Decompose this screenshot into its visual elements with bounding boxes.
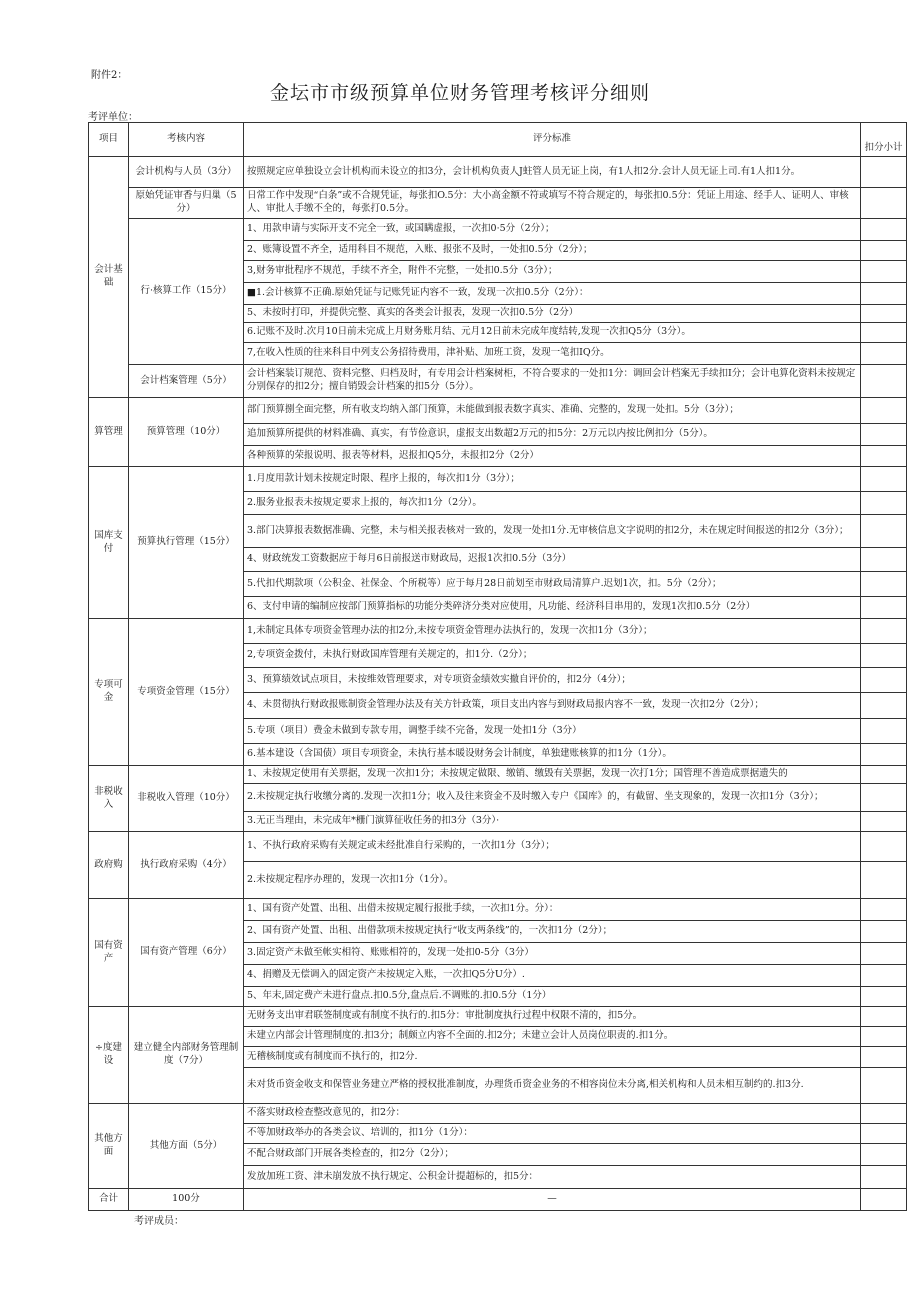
page-title: 金坛市市级预算单位财务管理考核评分细则 [269, 82, 650, 104]
score-input-cell[interactable] [861, 446, 907, 467]
score-input-cell[interactable] [861, 305, 907, 323]
score-input-cell[interactable] [861, 572, 907, 597]
table-row [89, 157, 907, 188]
criteria-cell: ■1.会计核算不正确.原始凭证与记账凭证内容不一致，发现一次扣0.5分（2分）： [244, 283, 861, 305]
score-input-cell[interactable] [861, 1047, 907, 1068]
score-input-cell[interactable] [861, 1124, 907, 1144]
criteria-cell: 无稽核制度或有制度而不执行的，扣2分. [244, 1047, 861, 1068]
item-cell: 预算管理（10分） [129, 398, 244, 467]
criteria-cell: 6.基本建设（含国债）项目专项资金，未执行基本暖设财务会计制度，单独建账核算的扣1分（1分）。 [244, 744, 861, 766]
item-cell: 会计档案管理（5分） [129, 365, 244, 398]
item-cell: 原始凭证审香与归巢（5分） [129, 188, 244, 219]
criteria-cell: 追加预算所提供的材料准确、真实，有节俭意识，虚报支出数超2万元的扣5分：2万元以内按比例扣分（5分）。 [244, 424, 861, 446]
header-row [89, 123, 907, 157]
total-points: 100分 [129, 1189, 244, 1211]
score-input-cell[interactable] [861, 241, 907, 261]
total-label: 合计 [89, 1189, 129, 1211]
total-row [89, 1189, 907, 1211]
table-row [89, 219, 907, 241]
criteria-cell: 1.月度用款计划未按规定时限、程序上报的，每次扣1分（3分）； [244, 467, 861, 492]
score-input-cell[interactable] [861, 766, 907, 784]
total-dash: — [244, 1189, 861, 1211]
total-score-cell[interactable] [861, 1189, 907, 1211]
score-input-cell[interactable] [861, 1068, 907, 1104]
scoring-table [88, 122, 907, 1211]
item-cell: 行·核算工作（15分） [129, 219, 244, 365]
evaluation-unit-label: 考评单位： [88, 112, 138, 123]
score-input-cell[interactable] [861, 744, 907, 766]
criteria-cell: 6.记账不及时.次月10日前未完成上月财务账月结、元月12日前未完成年度结转,发现一次扣Q5分（3分）。 [244, 323, 861, 343]
criteria-cell: 2,专项资金拨付，未执行财政国库管理有关规定的，扣1分.（2分）； [244, 644, 861, 668]
category-cell: 专项可金 [89, 619, 129, 766]
header-standard: 评分标准 [244, 123, 861, 157]
criteria-cell: 6、支付申请的编制应按部门预算指标的功能分类碎济分类对应使用，凡功能、经济科目串用的，发现1次扣0.5分（2分） [244, 597, 861, 619]
criteria-cell: 2、国有资产处置、出租、出借款项未按规定执行“收支两条线”的，一次扣1分（2分）； [244, 921, 861, 943]
criteria-cell: 2.未按规定程序办理的，发现一次扣1分（1分）。 [244, 862, 861, 899]
score-input-cell[interactable] [861, 719, 907, 744]
criteria-cell: 4、财政统发工资数据应于每月6日前报送市财政局，迟报1次扣0.5分（3分） [244, 548, 861, 572]
table-row [89, 899, 907, 921]
category-cell: 算管理 [89, 398, 129, 467]
criteria-cell: 3.固定资产未做至帐实相符、账账相符的，发现一处扣0-5分（3分） [244, 943, 861, 965]
score-input-cell[interactable] [861, 424, 907, 446]
score-input-cell[interactable] [861, 987, 907, 1007]
criteria-cell: 无财务支出审君联签制度或有制度不执行的.扣5分：审批制度执行过程中权限不清的，扣5分。 [244, 1007, 861, 1027]
criteria-cell: 发放加班工资、津未崩发放不执行规定、公积金计提超标的，扣5分： [244, 1166, 861, 1189]
score-input-cell[interactable] [861, 921, 907, 943]
criteria-cell: 2、账簿设置不齐全，适用科目不规范，入账、报张不及时，一处扣0.5分（2分）； [244, 241, 861, 261]
criteria-cell: 5、未按时打印，并提供完整、真实的各类会计报表，发现一次扣0.5分（2分） [244, 305, 861, 323]
criteria-cell: 1,未制定具体专项资金管理办法的扣2分,未按专项资金管理办法执行的，发现一次扣1分（3分）； [244, 619, 861, 644]
score-input-cell[interactable] [861, 812, 907, 832]
criteria-cell: 5.代扣代期款项（公积金、社保金、个所税等）应于每月28日前划至市财政局清算户.迟划1次，扣。5分（2分）； [244, 572, 861, 597]
score-input-cell[interactable] [861, 467, 907, 492]
score-input-cell[interactable] [861, 644, 907, 668]
table-row [89, 1104, 907, 1124]
criteria-cell: 1、用款申请与实际开支不完全一致，或国瞒虚报，一次扣0·5分（2分）； [244, 219, 861, 241]
item-cell: 建立健全内部财务管理制度（7分） [129, 1007, 244, 1104]
score-input-cell[interactable] [861, 157, 907, 188]
criteria-cell: 3、预算绩效试点项目，未按维效管理要求，对专项资金绩效实撤自评价的，扣2分（4分）； [244, 668, 861, 693]
score-input-cell[interactable] [861, 365, 907, 398]
criteria-cell: 2.服务业报表未按规定要求上报的，每次扣1分（2分）。 [244, 492, 861, 515]
score-input-cell[interactable] [861, 283, 907, 305]
criteria-cell: 4、未贯彻执行财政报账制资金管理办法及有关方针政策，项目支出内容与到财政局报内容不一致，发现一次扣2分（2分）； [244, 693, 861, 719]
criteria-cell: 部门预算捌全面完整，所有收支均纳入部门预算，未能做到报表数字真实、准确、完整的，发现一处扣。5分（3分）； [244, 398, 861, 424]
score-input-cell[interactable] [861, 862, 907, 899]
criteria-cell: 5.专项（项目）费金未做到专款专用，调整手续不完备，发现一处扣1分（3分） [244, 719, 861, 744]
attachment-label: 附件2： [91, 70, 128, 81]
score-input-cell[interactable] [861, 1144, 907, 1166]
criteria-cell: 2.未按规定执行收缴分离的.发现一次扣1分；收入及往来资金不及时缴入专户《国库》的，有截留、坐支现象的，发现一次扣1分（3分）； [244, 784, 861, 812]
criteria-cell: 日常工作中发现“白条”或不合规凭证，每张扣O.5分：大小高金额不符或填写不符合规定的，每张扣0.5分：凭证上用途、经手人、证明人、审核人、审批人手缴不全的，每张打0.5分。 [244, 188, 861, 219]
criteria-cell: 不落实财政检查整改意见的，扣2分： [244, 1104, 861, 1124]
table-row [89, 619, 907, 644]
score-input-cell[interactable] [861, 597, 907, 619]
score-input-cell[interactable] [861, 398, 907, 424]
category-cell: 非税收入 [89, 766, 129, 832]
score-input-cell[interactable] [861, 1027, 907, 1047]
criteria-cell: 会计档案装订规范、资料完整、归档及时，有专用会计档案树柜，不符合要求的一处扣1分：调回会计档案无手续扣I分；会计电算化资料未按规定分别保存的扣2分；擅自销毁会计档案的扣5分（5分）。 [244, 365, 861, 398]
criteria-cell: 不等加财政举办的各类会议、培训的，扣1分（1分）： [244, 1124, 861, 1144]
criteria-cell: 4、捐赠及无偿调入的固定资产未按规定入账，一次扣Q5分U分）. [244, 965, 861, 987]
score-input-cell[interactable] [861, 965, 907, 987]
score-input-cell[interactable] [861, 943, 907, 965]
score-input-cell[interactable] [861, 693, 907, 719]
score-input-cell[interactable] [861, 492, 907, 515]
category-cell: 会计基础 [89, 157, 129, 398]
item-cell: 预算执行管理（15分） [129, 467, 244, 619]
score-input-cell[interactable] [861, 219, 907, 241]
criteria-cell: 未对货币资金收支和保管业务建立严格的授权批准制度，办理货币资金业务的不相容岗位未分离,相关机构和人员未相互制约的.扣3分. [244, 1068, 861, 1104]
score-input-cell[interactable] [861, 619, 907, 644]
item-cell: 非税收入管理（10分） [129, 766, 244, 832]
score-input-cell[interactable] [861, 668, 907, 693]
score-input-cell[interactable] [861, 343, 907, 365]
evaluators-label: 考评成员： [134, 1216, 184, 1227]
table-row [89, 832, 907, 862]
category-cell: 政府购 [89, 832, 129, 899]
criteria-cell: 未建立内部会计管理制度的.扣3分；制颇立内容不全面的.扣2分；未建立会计人员岗位职责的.扣1分。 [244, 1027, 861, 1047]
table-row [89, 398, 907, 424]
table-row [89, 365, 907, 398]
item-cell: 其他方面（5分） [129, 1104, 244, 1189]
table-row [89, 188, 907, 219]
header-project: 项目 [89, 123, 129, 157]
table-row [89, 467, 907, 492]
score-input-cell[interactable] [861, 515, 907, 548]
criteria-cell: 3,财务审批程序不规范，手续不齐全，附件不完整，一处扣0.5分（3分）； [244, 261, 861, 283]
criteria-cell: 1、未按规定使用有关票据，发现一次扣1分；未按规定做限、缴销、缴毁有关票据，发现一次打1分；国管理不善造成票据遗失的 [244, 766, 861, 784]
score-input-cell[interactable] [861, 1104, 907, 1124]
criteria-cell: 1、国有资产处置、出租、出借未按规定履行报批手续，一次扣1分。分）： [244, 899, 861, 921]
criteria-cell: 各种预算的荣报说明、报表等材料，迟报扣Q5分，未报扣2分（2分） [244, 446, 861, 467]
header-content: 考核内容 [129, 123, 244, 157]
criteria-cell: 7,在收入性质的往来科目中列支公务招待费用，津补贴、加班工资，发现一笔扣IQ分。 [244, 343, 861, 365]
criteria-cell: 1、不执行政府采购有关规定或未经批准自行采购的，一次扣1分（3分）； [244, 832, 861, 862]
item-cell: 国有资产管理（6分） [129, 899, 244, 1007]
score-input-cell[interactable] [861, 548, 907, 572]
category-cell: ÷度建设 [89, 1007, 129, 1104]
category-cell: 国库支付 [89, 467, 129, 619]
score-input-cell[interactable] [861, 188, 907, 219]
category-cell: 国有资产 [89, 899, 129, 1007]
table-row [89, 1007, 907, 1027]
score-input-cell[interactable] [861, 1166, 907, 1189]
score-input-cell[interactable] [861, 323, 907, 343]
table-body [89, 157, 907, 1211]
criteria-cell: 按照规定应单独设立会计机构而未设立的扣3分，会计机构负责人J蛀管人员无证上岗，有1人扣2分.会计人员无证上司.有1人扣1分。 [244, 157, 861, 188]
criteria-cell: 不配合财政部门开展各类检查的，扣2分（2分）； [244, 1144, 861, 1166]
header-score: 扣分小计 [861, 123, 907, 157]
score-input-cell[interactable] [861, 784, 907, 812]
table-row [89, 766, 907, 784]
item-cell: 会计机构与人员（3分） [129, 157, 244, 188]
item-cell: 执行政府采购（4分） [129, 832, 244, 899]
criteria-cell: 3.无正当理由，未完成年*栅门演算征收任务的扣3分（3分）· [244, 812, 861, 832]
criteria-cell: 3.部门决算报表数据准确、完整，未与相关报表核对一致的，发现一处扣1分.无审核信息文字说明的扣2分，未在规定时间报送的扣2分（3分）； [244, 515, 861, 548]
criteria-cell: 5、年末,固定费产未进行盘点.扣0.5分,盘点后.不调账的.扣0.5分（1分） [244, 987, 861, 1007]
score-input-cell[interactable] [861, 899, 907, 921]
item-cell: 专项资金管理（15分） [129, 619, 244, 766]
category-cell: 其他方面 [89, 1104, 129, 1189]
score-input-cell[interactable] [861, 1007, 907, 1027]
score-input-cell[interactable] [861, 261, 907, 283]
score-input-cell[interactable] [861, 832, 907, 862]
